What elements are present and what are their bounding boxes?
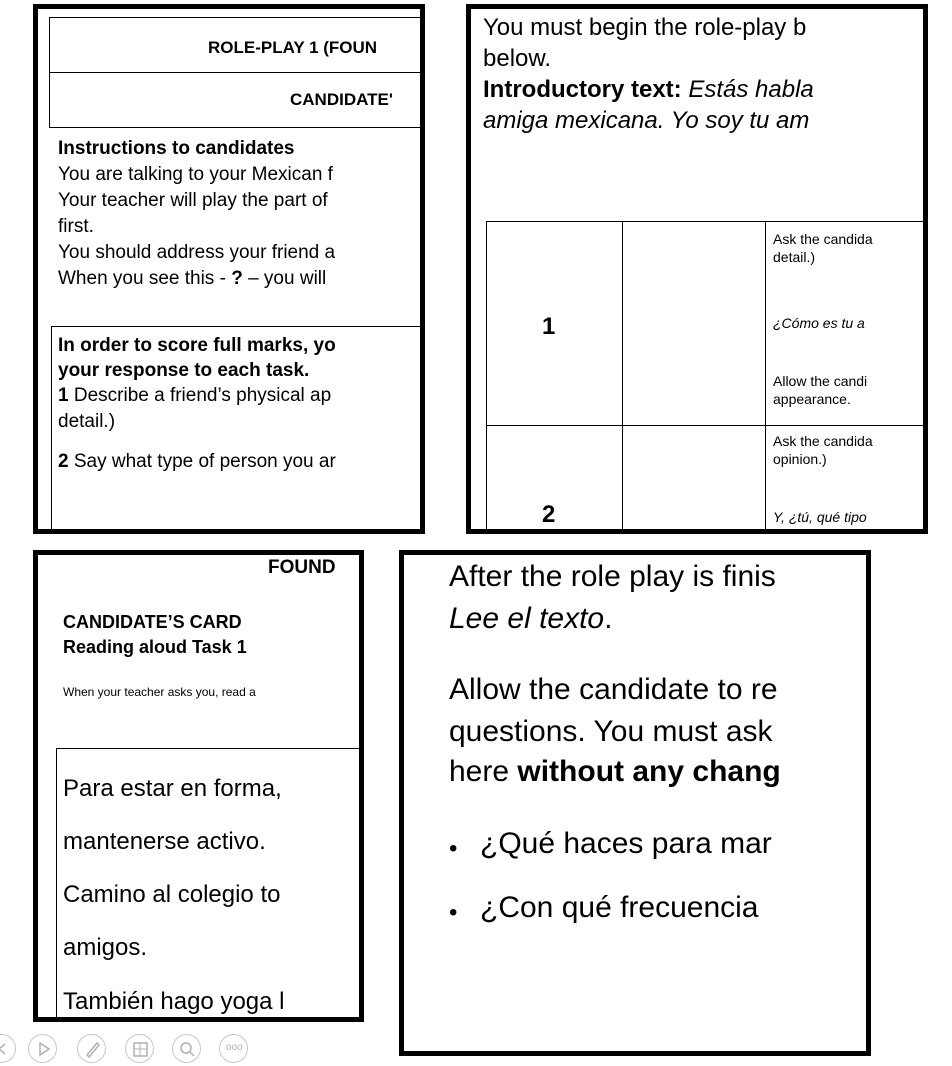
score-heading-cont: your response to each task. (58, 360, 310, 381)
role-play-candidate-card-panel (33, 4, 425, 534)
instruction-line: first. (58, 216, 94, 237)
bullet-dot: • (449, 899, 458, 926)
table-column-line (622, 221, 623, 534)
questions-line: questions. You must ask (449, 715, 773, 748)
table-column-line (486, 221, 487, 534)
score-heading: In order to score full marks, yo (58, 335, 336, 356)
teacher-follow-up-panel (399, 550, 871, 1056)
row-number: 1 (542, 313, 556, 340)
task-1-cont: detail.) (58, 411, 116, 432)
reading-line: Para estar en forma, (63, 775, 282, 802)
after-role-play-line: After the role play is finis (449, 560, 776, 593)
reading-aloud-card-panel (33, 550, 364, 1022)
task-1: 1 Describe a friend’s physical ap (58, 385, 332, 406)
role-play-question: ¿Cómo es tu a (773, 315, 865, 331)
task-title: Reading aloud Task 1 (63, 637, 247, 657)
table-row-divider (486, 425, 928, 426)
instruction-line: Your teacher will play the part of (58, 190, 328, 211)
reading-line: También hago yoga l (63, 988, 285, 1015)
previous-slide-button[interactable] (0, 1034, 16, 1063)
question-instruction-line: When you see this - ? – you will (58, 268, 327, 289)
table-column-line (765, 221, 766, 534)
role-play-title: ROLE-PLAY 1 (FOUN (208, 38, 378, 57)
instructions-heading: Instructions to candidates (58, 138, 295, 159)
reading-line: mantenerse activo. (63, 828, 266, 855)
pen-button[interactable] (77, 1034, 106, 1063)
candidate-subtitle: CANDIDATE' (290, 90, 393, 109)
reading-line: amigos. (63, 934, 148, 961)
zoom-icon (173, 1035, 202, 1064)
table-cell-text: detail.) (773, 249, 816, 265)
begin-instruction: You must begin the role-play b (483, 14, 807, 41)
slides-icon (126, 1035, 155, 1064)
tasks-box (51, 326, 425, 534)
lee-el-texto: Lee el texto. (449, 602, 613, 635)
table-cell-text: opinion.) (773, 451, 827, 467)
subtitle-box (49, 72, 425, 128)
previous-icon (0, 1035, 17, 1064)
card-title: CANDIDATE’S CARD (63, 612, 242, 632)
allow-line: Allow the candidate to re (449, 673, 778, 706)
table-cell-text: Ask the candida (773, 433, 873, 449)
foundation-label: FOUND (268, 557, 336, 578)
table-cell-text: appearance. (773, 391, 851, 407)
table-cell-text: Ask the candida (773, 231, 873, 247)
introductory-text: Introductory text: Estás habla (483, 76, 814, 103)
table-border (486, 221, 928, 222)
zoom-button[interactable] (172, 1034, 201, 1063)
without-change-line: here without any chang (449, 755, 781, 788)
pen-icon (78, 1035, 107, 1064)
begin-instruction-cont: below. (483, 45, 552, 72)
role-play-question: Y, ¿tú, qué tipo (773, 509, 867, 525)
row-number: 2 (542, 501, 556, 528)
see-all-slides-button[interactable] (125, 1034, 154, 1063)
reading-instruction: When your teacher asks you, read a (63, 685, 256, 699)
bullet-dot: • (449, 835, 458, 862)
reading-line: Camino al colegio to (63, 881, 281, 908)
more-icon: ooo (226, 1042, 243, 1053)
more-options-button[interactable] (219, 1034, 248, 1063)
follow-up-question: ¿Qué haces para mar (480, 827, 772, 860)
table-cell-text: Allow the candi (773, 373, 868, 389)
instruction-line: You should address your friend a (58, 242, 336, 263)
play-icon (29, 1035, 58, 1064)
play-button[interactable] (28, 1034, 57, 1063)
teacher-role-play-panel (466, 4, 928, 534)
instruction-line: You are talking to your Mexican f (58, 164, 333, 185)
introductory-text-cont: amiga mexicana. Yo soy tu am (483, 107, 810, 134)
task-2: 2 Say what type of person you ar (58, 451, 336, 472)
follow-up-question: ¿Con qué frecuencia (480, 891, 759, 924)
title-box (49, 17, 425, 73)
